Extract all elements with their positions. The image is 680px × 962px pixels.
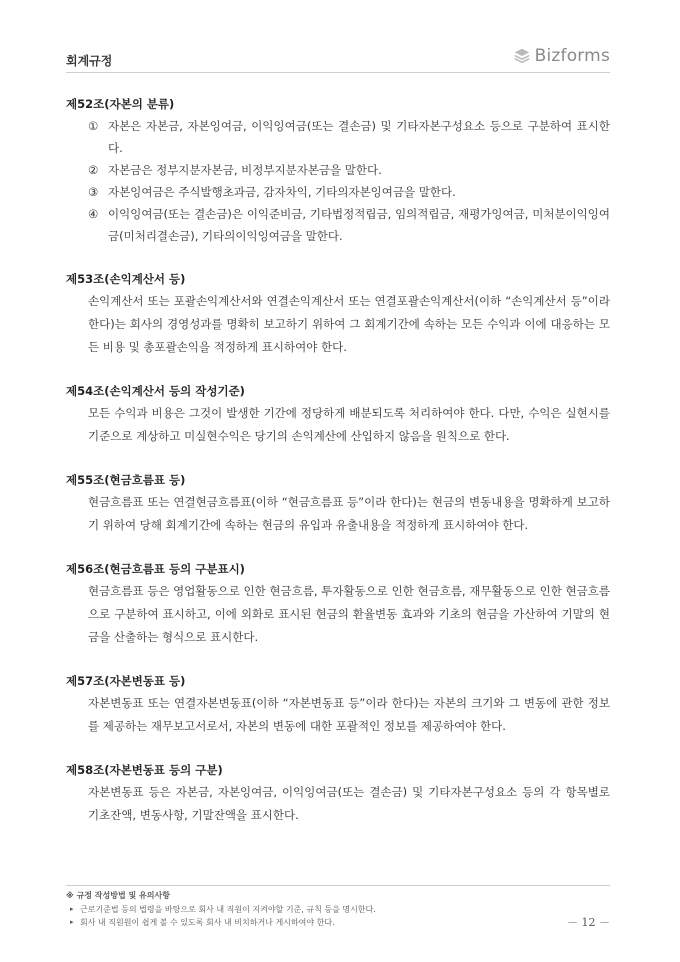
list-item [66,203,610,247]
article-title: 제52조(자본의 분류) [66,97,175,111]
article-text: 자본변동표 등은 자본금, 자본잉여금, 이익잉여금(또는 결손금) 및 기타자본구성요소 등의 각 항목별로 기초잔액, 변동사항, 기말잔액을 표시한다. [88,785,610,822]
footnote-item [66,916,376,929]
article-title: 제58조(자본변동표 등의 구분) [66,763,223,777]
list-item [66,115,610,159]
footnote-item [66,903,376,916]
item-number: ① [88,119,99,133]
item-number: ④ [88,207,99,221]
item-number: ② [88,163,99,177]
list-item [66,159,610,181]
article-53 [66,269,610,359]
list-item [66,181,610,203]
header-divider [66,72,610,73]
item-text: 자본금은 정부지분자본금, 비정부지분자본금을 말한다. [108,163,382,177]
article-54 [66,381,610,448]
item-text: 자본잉여금은 주식발행초과금, 감자차익, 기타의자본잉여금을 말한다. [108,185,456,199]
article-title: 제55조(현금흐름표 등) [66,473,186,487]
article-text: 현금흐름표 등은 영업활동으로 인한 현금흐름, 투자활동으로 인한 현금흐름, 재무활동으로 인한 현금흐름으로 구분하여 표시하고, 이에 외화로 표시된 현금의 환율변동 효과와 기초의 현금을 가산하여 기말의 현금을 산출하는 형식으로 표시한다. [88,584,610,644]
article-items [66,115,610,247]
article-56 [66,559,610,649]
article-text: 손익계산서 또는 포괄손익계산서와 연결손익계산서 또는 연결포괄손익계산서(이하 “손익계산서 등”이라 한다)는 회사의 경영성과를 명확히 보고하기 위하여 그 회계기간에 속하는 모든 수익과 이에 대응하는 모든 비용 및 총포괄손익을 적정하게 표시하여야 한다. [88,294,610,354]
article-text: 자본변동표 또는 연결자본변동표(이하 “자본변동표 등”이라 한다)는 자본의 크기와 그 변동에 관한 정보를 제공하는 재무보고서로서, 자본의 변동에 대한 포괄적인 정보를 제공하여야 한다. [88,696,610,733]
article-58 [66,760,610,827]
article-title: 제56조(현금흐름표 등의 구분표시) [66,562,245,576]
article-52 [66,94,610,247]
stack-icon [513,47,531,65]
brand-name: Bizforms [534,46,610,66]
footnote-title: ※ 규정 작성방법 및 유의사항 [66,891,170,900]
article-text: 현금흐름표 또는 연결현금흐름표(이하 “현금흐름표 등”이라 한다)는 현금의 변동내용을 명확하게 보고하기 위하여 당해 회계기간에 속하는 현금의 유입과 유출내용을 적정하게 표시하여야 한다. [88,495,610,532]
article-title: 제57조(자본변동표 등) [66,674,186,688]
article-text: 모든 수익과 비용은 그것이 발생한 기간에 정당하게 배분되도록 처리하여야 한다. 다만, 수익은 실현시를 기준으로 계상하고 미실현수익은 당기의 손익계산에 산입하지 않음을 원칙으로 한다. [88,406,610,443]
article-title: 제53조(손익계산서 등) [66,272,186,286]
footnote-divider [66,885,610,886]
page-header [66,44,610,72]
footnote-item-text: 회사 내 직원원이 쉽게 볼 수 있도록 회사 내 비치하거나 게시하여야 한다. [80,918,335,927]
page-number: － 12 － [567,916,610,929]
bullet-icon: ▸ [70,905,74,913]
brand-logo [513,46,610,66]
document-title: 회계규정 [66,54,113,68]
footnote-item-text: 근로기준법 등의 법령을 바탕으로 회사 내 직원이 지켜야할 기준, 규칙 등을 명시한다. [80,905,376,914]
article-title: 제54조(손익계산서 등의 작성기준) [66,384,245,398]
item-text: 자본은 자본금, 자본잉여금, 이익잉여금(또는 결손금) 및 기타자본구성요소 등으로 구분하여 표시한다. [108,119,610,155]
bullet-icon: ▸ [70,918,74,926]
item-number: ③ [88,185,99,199]
article-57 [66,671,610,738]
footnote [66,889,376,929]
item-text: 이익잉여금(또는 결손금)은 이익준비금, 기타법정적립금, 임의적립금, 재평가잉여금, 미처분이익잉여금(미처리결손금), 기타의이익잉여금을 말한다. [108,207,610,243]
article-55 [66,470,610,537]
document-body [66,94,610,849]
